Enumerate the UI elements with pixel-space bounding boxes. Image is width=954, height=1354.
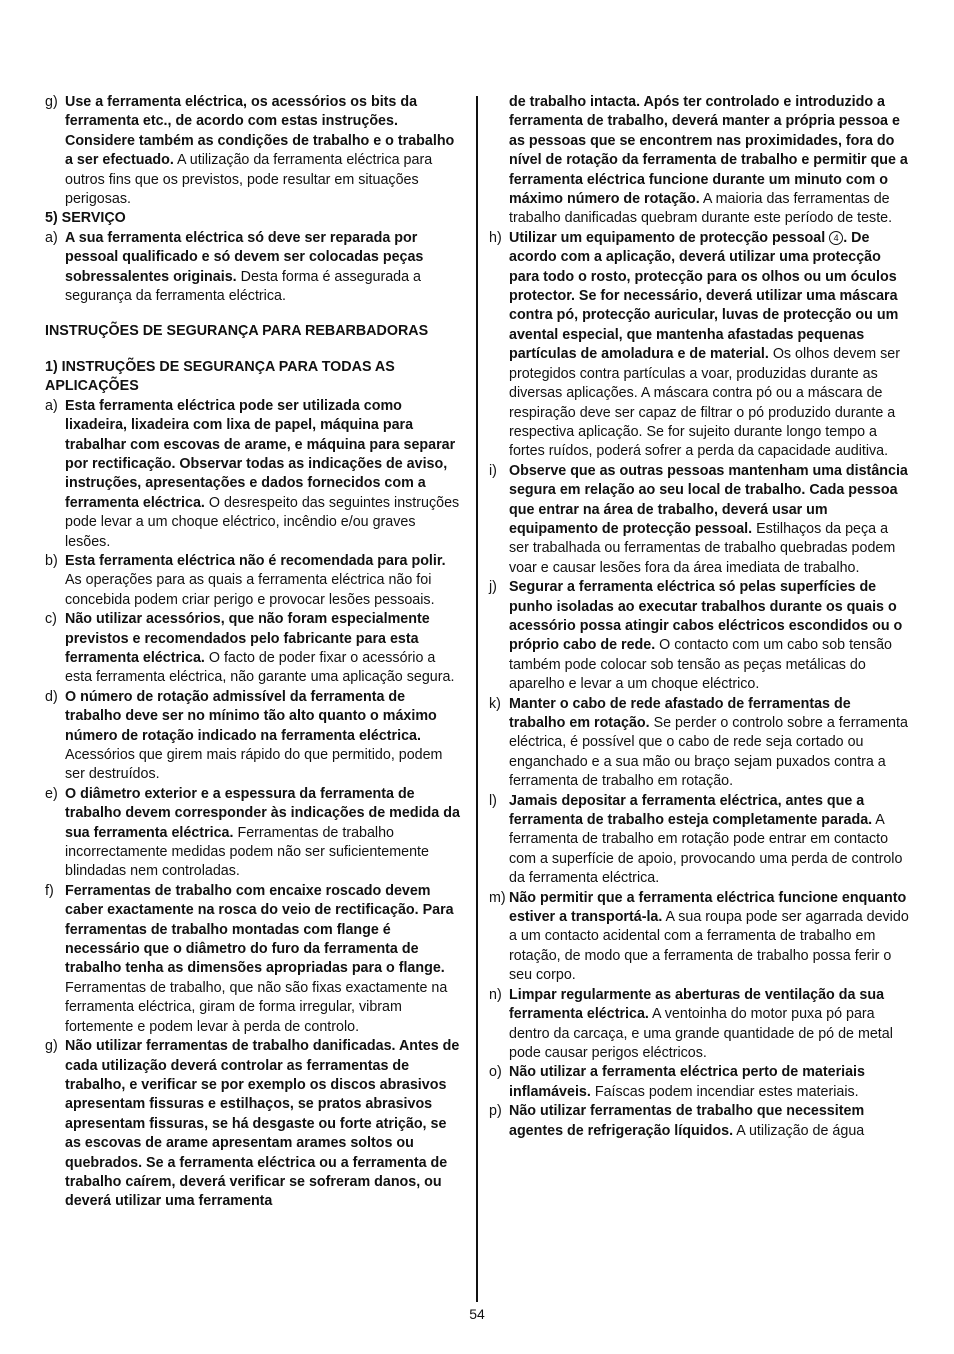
- list-item-k: [489, 695, 911, 792]
- section-heading-servico: 5) SERVIÇO: [45, 210, 126, 227]
- item-text: A ferramenta de trabalho em rotação pode entrar em contacto com a superfície de apoio, provocando uma perda de controlo da ferramenta eléctrica.: [509, 812, 903, 887]
- item-text: As operações para as quais a ferramenta eléctrica não foi concebida podem criar perigo e provocar lesões pessoais.: [65, 572, 435, 608]
- item-text: Acessórios que girem mais rápido do que permitido, podem ser destruídos.: [65, 747, 443, 783]
- item-label: g): [45, 94, 58, 110]
- item-label: k): [489, 695, 501, 712]
- item-label: b): [45, 552, 58, 569]
- item-label: g): [45, 1038, 58, 1055]
- item-label: f): [45, 882, 54, 899]
- item-bold-text: Limpar regularmente as aberturas de ventilação da sua ferramenta eléctrica.: [509, 986, 885, 1023]
- item-text: A sua roupa pode ser agarrada devido a um contacto acidental com a ferramenta de trabalho em rotação, de modo que a ferramenta de trabalho possa ferir o seu corpo.: [509, 909, 909, 984]
- item-label: p): [489, 1103, 502, 1120]
- item-bold-text: de trabalho intacta. Após ter controlado e introduzido a ferramenta de trabalho, deverá manter a própria pessoa e as pessoas que se encontrem nas proximidades, fora do nível de rotação da ferramenta de trabalho e permitir que a ferramenta eléctrica funcione durante um minuto com o máximo número de rotação.: [509, 94, 908, 208]
- item-bold-text: O número de rotação admissível da ferramenta de trabalho deve ser no mínimo tão alto quanto o máximo número de rotação indicado na ferramenta eléctrica.: [65, 688, 437, 744]
- item-bold-text: Não utilizar acessórios, que não foram especialmente previstos e recomendados pelo fabricante para esta ferramenta eléctrica.: [65, 611, 430, 666]
- list-item-n: [489, 986, 911, 1064]
- item-text: Desta forma é assegurada a segurança da ferramenta eléctrica.: [65, 268, 422, 305]
- item-text: A utilização de água: [733, 1122, 865, 1139]
- list-item-j: [489, 578, 911, 694]
- circled-number-icon: 4: [829, 231, 843, 245]
- item-bold-text: Esta ferramenta eléctrica não é recomendada para polir.: [65, 552, 446, 569]
- item-label: e): [45, 785, 58, 802]
- item-label: l): [489, 792, 497, 809]
- section-heading-rebarbadoras: INSTRUÇÕES DE SEGURANÇA PARA REBARBADORAS: [45, 323, 429, 340]
- item-bold-text: Não permitir que a ferramenta eléctrica funcione enquanto estiver a transportá-la.: [509, 889, 907, 926]
- item-text: A maioria das ferramentas de trabalho danificadas quebram durante este período de teste.: [509, 191, 893, 227]
- page-number: 54: [469, 1306, 485, 1322]
- item-text: Faíscas podem incendiar estes materiais.: [590, 1083, 859, 1100]
- list-item-b: [45, 552, 463, 610]
- list-item-c: [45, 610, 463, 688]
- list-item-p: [489, 1102, 911, 1141]
- list-item-i: [489, 462, 911, 578]
- item-text: O contacto com um cabo sob tensão também pode colocar sob tensão as peças metálicas do aparelho e levar a um choque eléctrico.: [509, 637, 893, 693]
- list-item-g-continued: [489, 93, 911, 229]
- item-label: h): [489, 229, 502, 246]
- item-text: Estilhaços da peça a ser trabalhada ou ferramentas de trabalho quebradas podem voar e causar lesões fora da área imediata de trabalho.: [509, 520, 896, 576]
- left-column: [45, 93, 463, 1212]
- item-bold-text: Não utilizar a ferramenta eléctrica perto de materiais inflamáveis.: [509, 1064, 865, 1100]
- list-item-g: [45, 1037, 463, 1212]
- item-text: Ferramentas de trabalho, que não são fixas exactamente na ferramenta eléctrica, giram de forma irregular, vibram fortemente e podem levar à perda de controlo.: [65, 979, 448, 1035]
- item-text: A utilização da ferramenta eléctrica para outros fins que os previstos, pode resultar em situações perigosas.: [65, 152, 433, 208]
- item-text: O facto de poder fixar o acessório a esta ferramenta eléctrica, não garante uma aplicação segura.: [65, 649, 455, 686]
- item-label: d): [45, 688, 58, 705]
- item-label: c): [45, 611, 57, 628]
- list-item-d: [45, 688, 463, 785]
- list-item-e: [45, 785, 463, 882]
- item-text: O desrespeito das seguintes instruções pode levar a um choque eléctrico, incêndio e/ou graves lesões.: [65, 494, 460, 550]
- item-text: A ventoinha do motor puxa pó para dentro da carcaça, e uma grande quantidade de pó de metal pode causar perigos eléctricos.: [509, 1006, 893, 1061]
- item-bold-text: O diâmetro exterior e a espessura da ferramenta de trabalho devem corresponder às indicações de medida da sua ferramenta eléctrica.: [65, 785, 460, 841]
- list-item-m: [489, 889, 911, 986]
- subsection-heading-aplicacoes: 1) INSTRUÇÕES DE SEGURANÇA PARA TODAS AS APLICAÇÕES: [45, 358, 395, 395]
- item-bold-text: Observe que as outras pessoas mantenham uma distância segura em relação ao seu local de trabalho. Cada pessoa que entrar na área de trabalho, deverá usar um equipamento de protecção pessoal.: [509, 462, 908, 537]
- list-item-a-servico: [45, 229, 463, 307]
- item-bold-text: Não utilizar ferramentas de trabalho danificadas. Antes de cada utilização deverá controlar as ferramentas de trabalho, e verificar se por exemplo os discos abrasivos apresentam fissuras e estilhaços, se pratos abrasivos apresentam fissuras, se há desgaste ou forte atrição, se as escovas de arame apresentam arames soltos ou quebrados. Se a ferramenta eléctrica ou a ferramenta de trabalho caírem, deverá verificar se sofreram danos, ou deverá utilizar uma ferramenta: [65, 1038, 460, 1210]
- column-divider: [476, 96, 478, 1302]
- item-bold-text-continued: . De acordo com a aplicação, deverá utilizar uma protecção para todo o rosto, protecção para os olhos ou um óculos protector. Se for necessário, deverá utilizar uma máscara contra pó, protecção auricular, luvas de protecção ou um avental especial, que mantenha afastadas pequenas partículas de amoladura e de material.: [509, 229, 899, 363]
- item-text: Ferramentas de trabalho incorrectamente medidas podem não ser suficientemente blindadas nem controladas.: [65, 824, 429, 880]
- item-bold-text: A sua ferramenta eléctrica só deve ser reparada por pessoal qualificado e só devem ser colocadas peças sobressalentes originais.: [65, 229, 424, 285]
- item-label: m): [489, 889, 506, 906]
- item-bold-text: Segurar a ferramenta eléctrica só pelas superfícies de punho isoladas ao executar trabalhos durante os quais o acessório possa atingir cabos eléctricos escondidos ou o próprio cabo de rede.: [509, 579, 903, 654]
- right-column: [489, 93, 911, 1141]
- item-label: n): [489, 986, 502, 1003]
- list-item-a: [45, 397, 463, 552]
- item-label: j): [489, 579, 497, 596]
- item-bold-text: Jamais depositar a ferramenta eléctrica, antes que a ferramenta de trabalho esteja completamente parada.: [509, 792, 873, 829]
- item-label: o): [489, 1064, 502, 1081]
- list-item-h: [489, 229, 911, 462]
- item-bold-text: Utilizar um equipamento de protecção pessoal: [509, 229, 826, 246]
- list-item-g-use: [45, 93, 463, 209]
- item-text: Se perder o controlo sobre a ferramenta eléctrica, é possível que o cabo de rede seja cortado ou enganchado e a sua mão ou braço sejam puxados contra a ferramenta de trabalho em rotação.: [509, 715, 908, 790]
- item-label: a): [45, 229, 58, 246]
- list-item-f: [45, 882, 463, 1037]
- item-bold-text: Esta ferramenta eléctrica pode ser utilizada como lixadeira, lixadeira com lixa de papel, máquina para trabalhar com escovas de arame, e máquina para separar por rectificação. Observar todas as indicações de aviso, instruções, apresentações e dados fornecidos com a ferramenta eléctrica.: [65, 397, 456, 511]
- item-label: i): [489, 462, 497, 479]
- item-label: a): [45, 397, 58, 414]
- item-bold-text: Ferramentas de trabalho com encaixe roscado devem caber exactamente na rosca do veio de rectificação. Para ferramentas de trabalho montadas com flange é necessário que o diâmetro do furo da ferramenta de trabalho tenha as dimensões apropriadas para o flange.: [65, 882, 454, 977]
- item-bold-text: Manter o cabo de rede afastado de ferramentas de trabalho em rotação.: [509, 695, 851, 731]
- list-item-o: [489, 1063, 911, 1102]
- item-text: Os olhos devem ser protegidos contra partículas a voar, produzidas durante as diversas aplicações. A máscara contra pó ou a máscara de respiração deve ser capaz de filtrar o pó produzido durante a respectiva aplicação. Se for sujeito durante longo tempo a fortes ruídos, poderá sofrer a perda da capacidade auditiva.: [509, 346, 900, 460]
- item-bold-text: Use a ferramenta eléctrica, os acessórios os bits da ferramenta etc., de acordo com estas instruções. Considere também as condições de trabalho e o trabalho a ser efectuado.: [65, 94, 455, 169]
- list-item-l: [489, 792, 911, 889]
- item-bold-text: Não utilizar ferramentas de trabalho que necessitem agentes de refrigeração líquidos.: [509, 1103, 865, 1139]
